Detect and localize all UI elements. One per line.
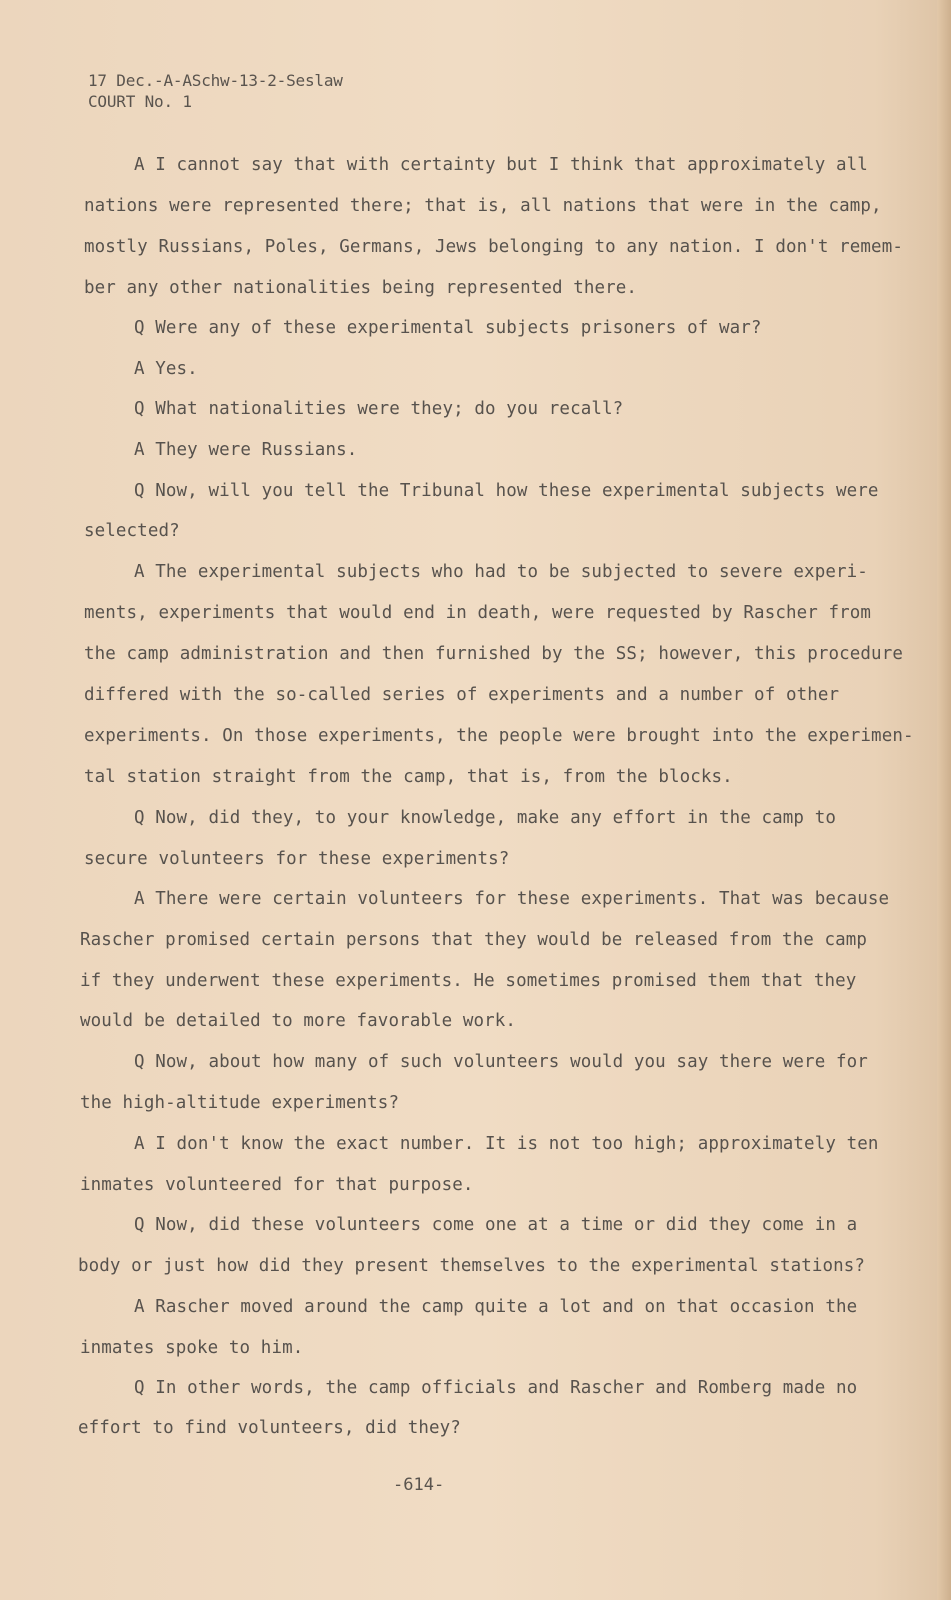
page-edge-shadow — [937, 0, 951, 1600]
transcript-line: Q Were any of these experimental subjects prisoners of war? — [134, 318, 762, 338]
transcript-line: would be detailed to more favorable work. — [80, 1011, 517, 1031]
transcript-line: nations were represented there; that is, all nations that were in the camp, — [84, 196, 882, 216]
transcript-line: body or just how did they present themselves to the experimental stations? — [78, 1256, 866, 1276]
transcript-line: A The experimental subjects who had to be subjected to severe experi- — [134, 562, 868, 582]
transcript-line: A I cannot say that with certainty but I think that approximately all — [134, 155, 868, 175]
transcript-line: experiments. On those experiments, the people were brought into the experimen- — [84, 726, 914, 746]
transcript-line: selected? — [84, 521, 180, 541]
transcript-line: Q What nationalities were they; do you recall? — [134, 399, 624, 419]
transcript-line: ments, experiments that would end in death, were requested by Rascher from — [84, 603, 872, 623]
transcript-line: Q Now, did they, to your knowledge, make any effort in the camp to — [134, 808, 836, 828]
transcript-line: mostly Russians, Poles, Germans, Jews belonging to any nation. I don't remem- — [84, 237, 903, 257]
transcript-line: A I don't know the exact number. It is not too high; approximately ten — [134, 1134, 879, 1154]
transcript-line: tal station straight from the camp, that is, from the blocks. — [84, 767, 733, 787]
transcript-line: A They were Russians. — [134, 440, 358, 460]
transcript-line: Q Now, did these volunteers come one at a time or did they come in a — [134, 1215, 858, 1235]
transcript-line: the camp administration and then furnished by the SS; however, this procedure — [84, 644, 903, 664]
transcript-line: A Yes. — [134, 359, 198, 379]
transcript-line: differed with the so-called series of experiments and a number of other — [84, 685, 840, 705]
transcript-line: A Rascher moved around the camp quite a lot and on that occasion the — [134, 1297, 858, 1317]
transcript-line: ber any other nationalities being represented there. — [84, 278, 638, 298]
transcript-line: inmates volunteered for that purpose. — [80, 1175, 474, 1195]
transcript-line: Rascher promised certain persons that they would be released from the camp — [80, 930, 868, 950]
transcript-line: the high-altitude experiments? — [80, 1093, 400, 1113]
transcript-line: A There were certain volunteers for these experiments. That was because — [134, 889, 890, 909]
header-reference: 17 Dec.-A-ASchw-13-2-Seslaw — [88, 71, 343, 90]
transcript-line: inmates spoke to him. — [80, 1338, 304, 1358]
header-court: COURT No. 1 — [88, 92, 192, 111]
transcript-line: secure volunteers for these experiments? — [84, 849, 510, 869]
transcript-line: if they underwent these experiments. He sometimes promised them that they — [80, 971, 857, 991]
transcript-line: Q In other words, the camp officials and Rascher and Romberg made no — [134, 1378, 858, 1398]
document-header — [88, 70, 343, 112]
transcript-line: Q Now, will you tell the Tribunal how these experimental subjects were — [134, 481, 879, 501]
transcript-line: Q Now, about how many of such volunteers would you say there were for — [134, 1052, 868, 1072]
transcript-line: effort to find volunteers, did they? — [78, 1418, 461, 1438]
page-number: -614- — [393, 1475, 445, 1495]
